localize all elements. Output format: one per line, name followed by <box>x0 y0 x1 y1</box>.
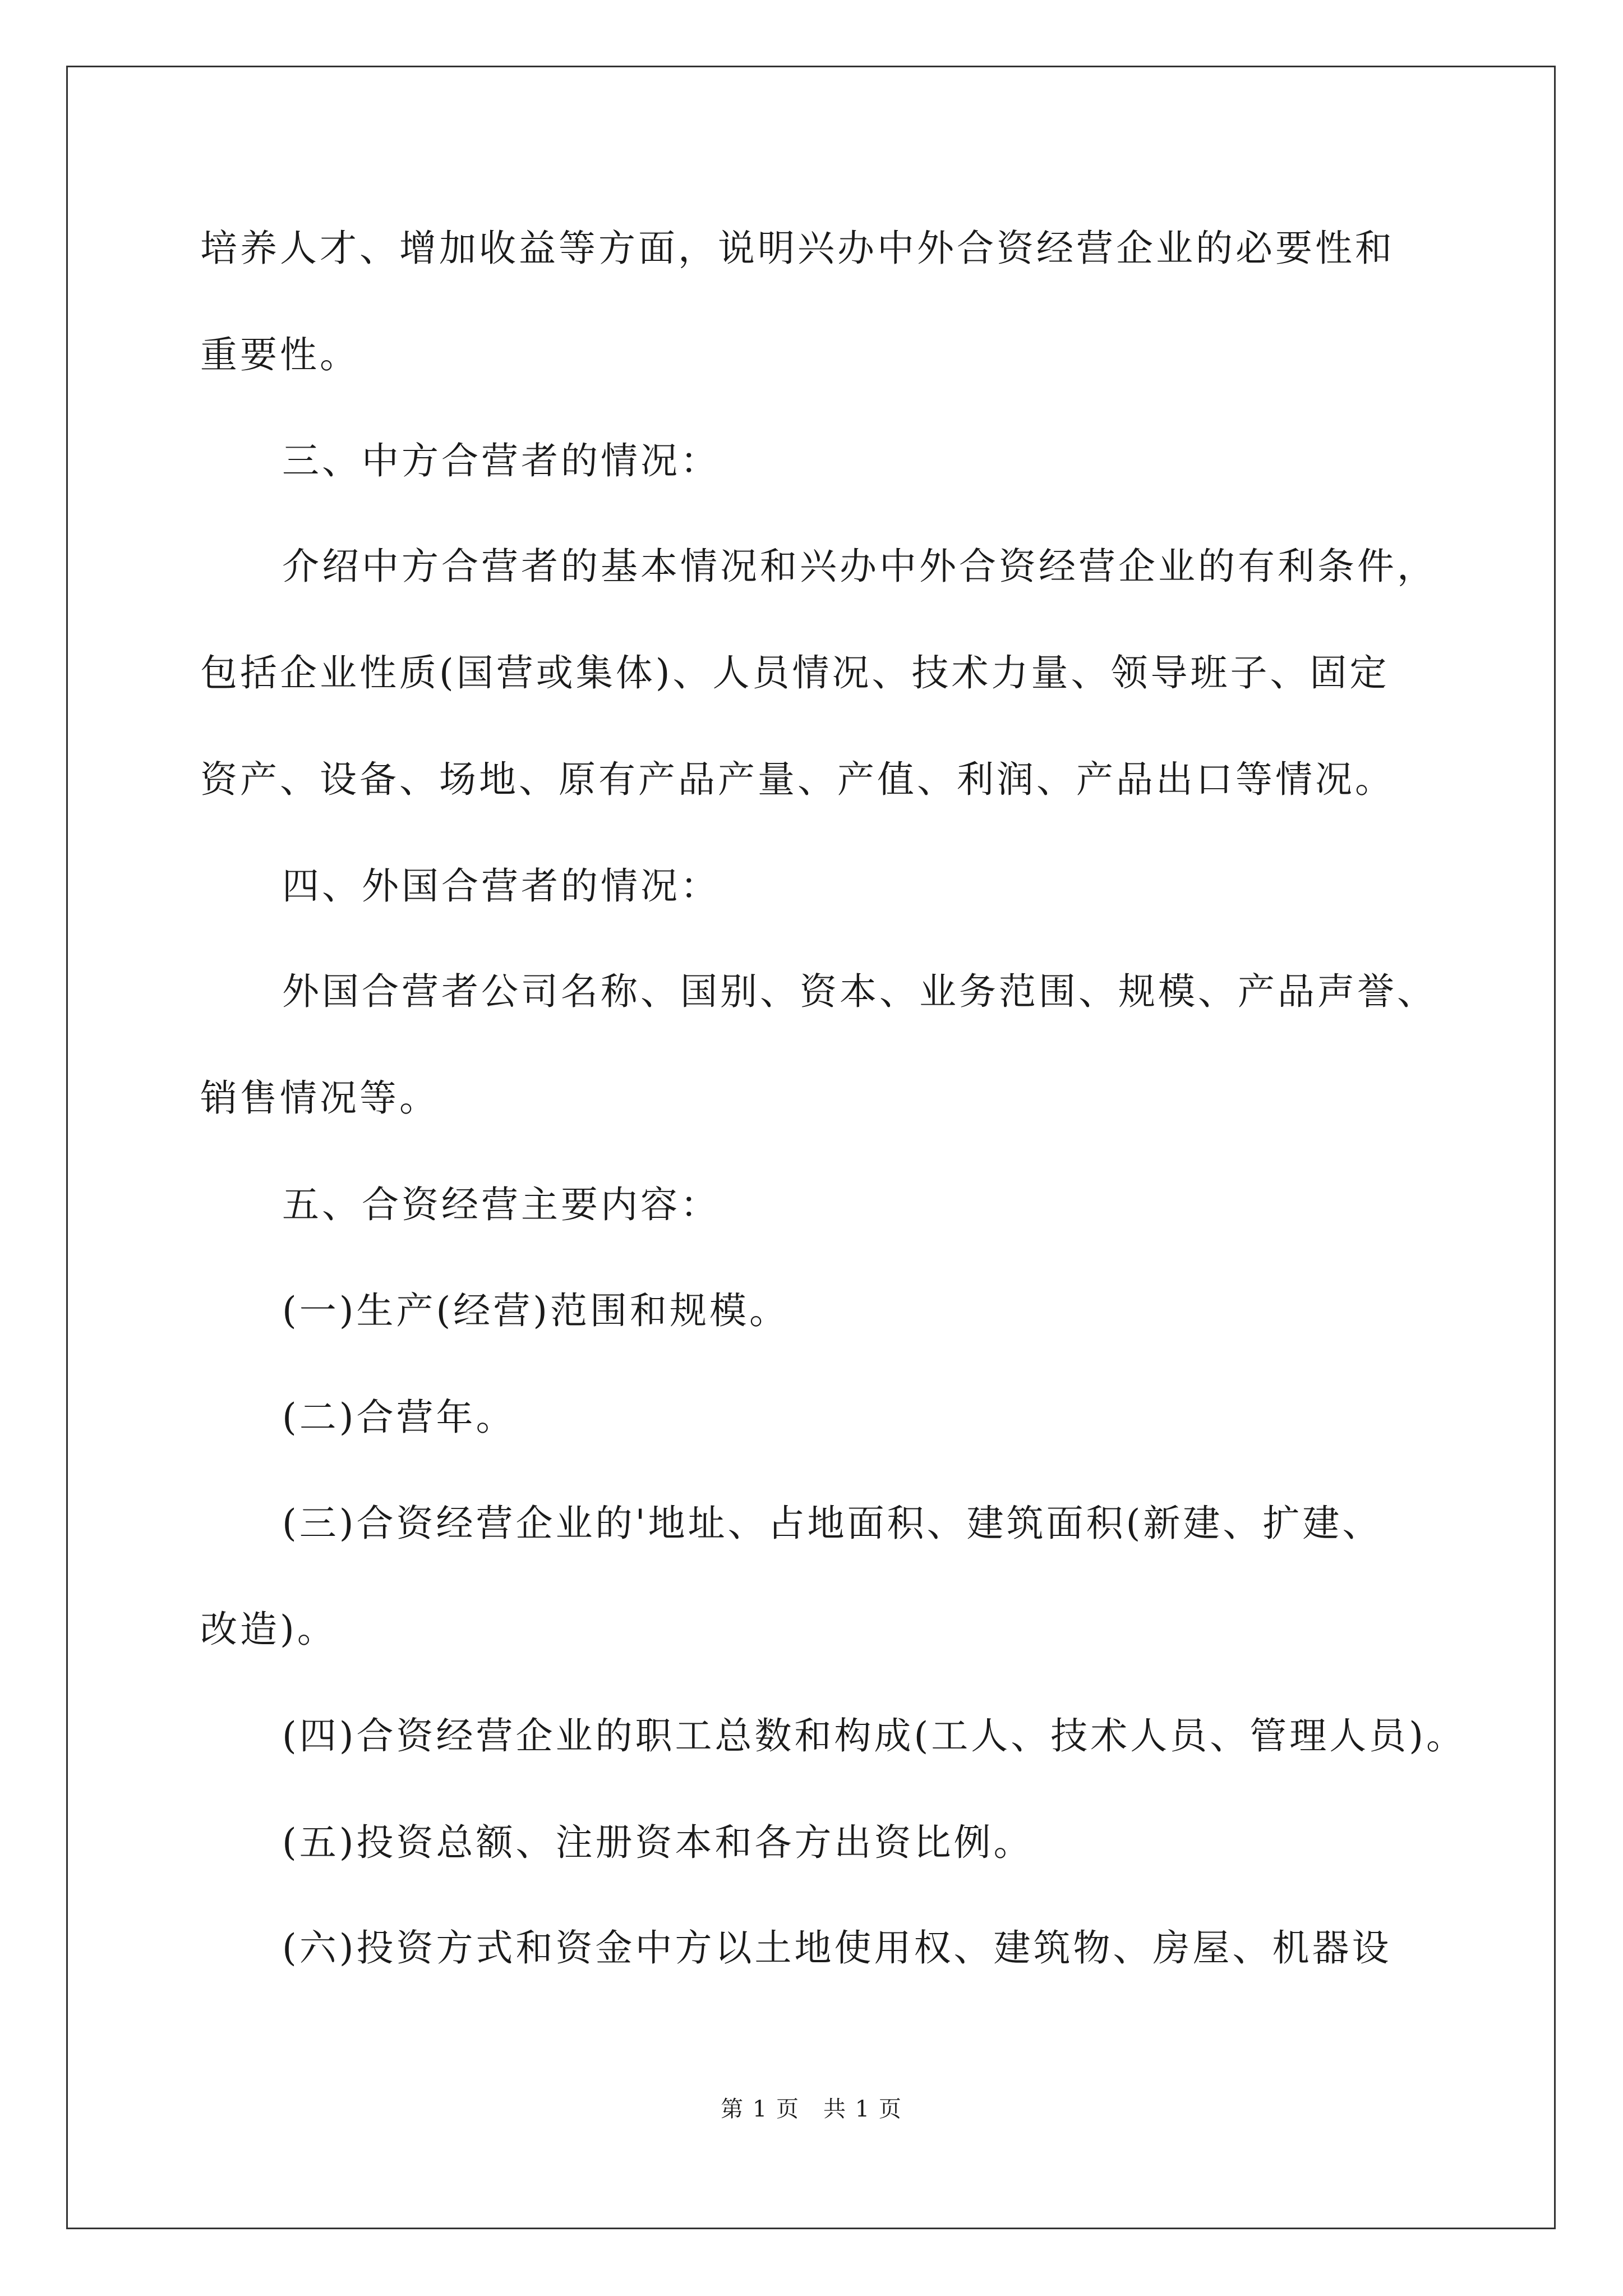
list-item-6: (六)投资方式和资金中方以土地使用权、建筑物、房屋、机器设 <box>282 1926 1392 1970</box>
text-line-2: 重要性。 <box>200 333 359 376</box>
section-heading-3: 三、中方合营者的情况： <box>282 439 720 482</box>
list-item-4: (四)合资经营企业的职工总数和构成(工人、技术人员、管理人员)。 <box>282 1714 1466 1757</box>
section-heading-4: 四、外国合营者的情况： <box>282 864 720 908</box>
text-line-1: 培养人才、增加收益等方面，说明兴办中外合资经营企业的必要性和 <box>200 227 1395 270</box>
text-line-8: 外国合营者公司名称、国别、资本、业务范围、规模、产品声誉、 <box>282 970 1437 1013</box>
list-item-1: (一)生产(经营)范围和规模。 <box>282 1289 789 1332</box>
text-line-9: 销售情况等。 <box>200 1076 439 1120</box>
list-item-5: (五)投资总额、注册资本和各方出资比例。 <box>282 1821 1034 1864</box>
text-line-5: 包括企业性质(国营或集体)、人员情况、技术力量、领导班子、固定 <box>200 651 1390 694</box>
list-item-3-continuation: 改造)。 <box>200 1608 337 1651</box>
list-item-3: (三)合资经营企业的'地址、占地面积、建筑面积(新建、扩建、 <box>282 1502 1382 1545</box>
list-item-2: (二)合营年。 <box>282 1396 516 1439</box>
text-line-6: 资产、设备、场地、原有产品产量、产值、利润、产品出口等情况。 <box>200 758 1395 801</box>
page-border <box>66 66 1556 2229</box>
text-line-4: 介绍中方合营者的基本情况和兴办中外合资经营企业的有利条件， <box>282 545 1437 588</box>
page-number-footer: 第 1 页 共 1 页 <box>721 2096 902 2122</box>
section-heading-5: 五、合资经营主要内容： <box>282 1183 720 1226</box>
